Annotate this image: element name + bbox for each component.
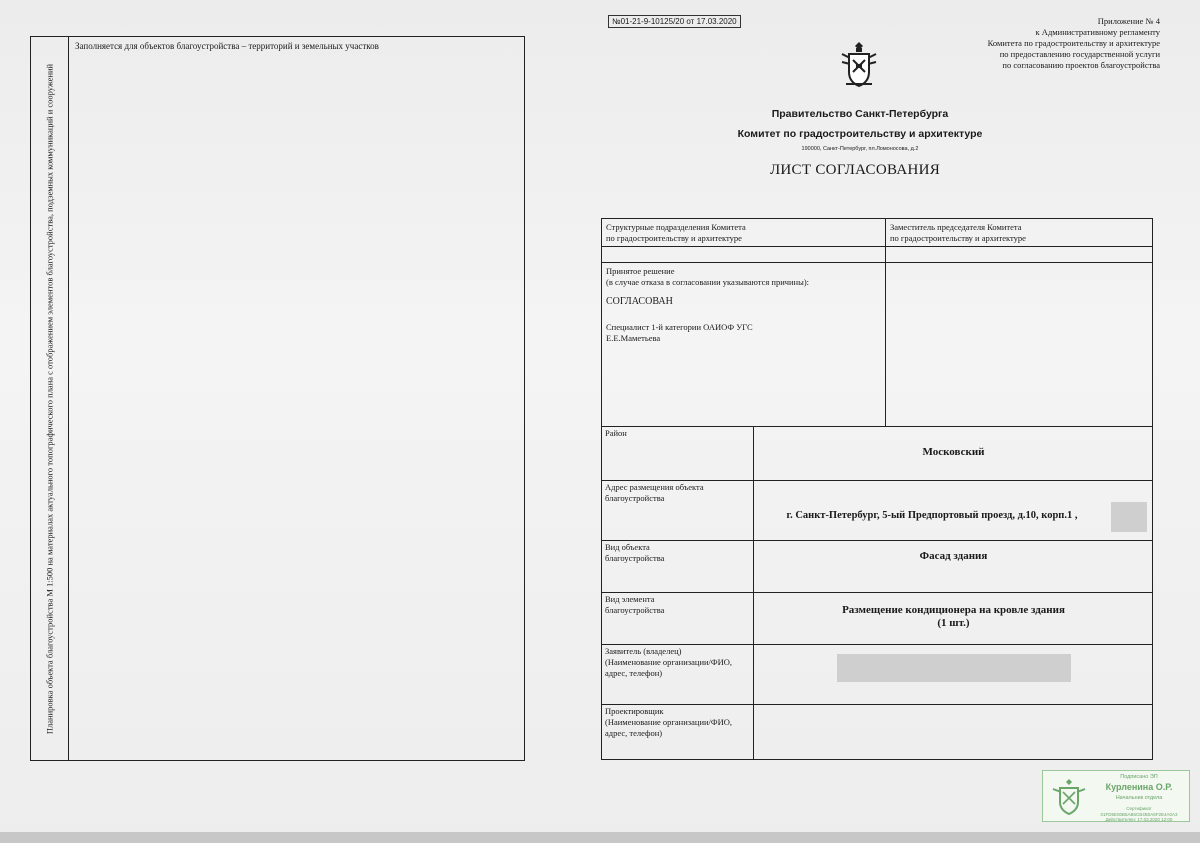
deputy-header — [890, 222, 1026, 244]
table-line — [601, 540, 1153, 541]
row-label-line: (Наименование организации/ФИО, — [605, 657, 733, 667]
left-plan-frame — [30, 36, 525, 761]
row-label-line: (Наименование организации/ФИО, — [605, 717, 733, 727]
row-label-line: Адрес размещения объекта — [605, 482, 704, 492]
row-label-applicant — [605, 646, 732, 679]
table-line — [601, 246, 1153, 247]
stamp-signer-name: Курленина О.Р. — [1105, 782, 1173, 792]
stamp-cert-line: Действителен: 17.03.2020 12:00 — [1105, 817, 1173, 822]
government-title: Правительство Санкт-Петербурга — [771, 108, 949, 120]
row-value-district: Московский — [922, 446, 985, 458]
redaction-block — [837, 654, 1071, 682]
appendix-line: по предоставлению государственной услуги — [999, 49, 1160, 59]
stamp-certificate — [1093, 806, 1185, 823]
appendix-line: Приложение № 4 — [1097, 16, 1160, 26]
row-label-line: Заявитель (владелец) — [605, 646, 682, 656]
row-label-address — [605, 482, 704, 504]
specialist-signature — [606, 322, 753, 344]
table-border-top — [601, 218, 1153, 219]
appendix-note — [960, 16, 1160, 71]
header-line: Структурные подразделения Комитета — [606, 222, 746, 232]
e-signature-stamp — [1042, 770, 1190, 822]
table-line — [601, 644, 1153, 645]
header-line: по градостроительству и архитектуре — [890, 233, 1026, 243]
stamp-cert-line: Сертификат 01FD5E00B5AB5CB4B0A6F2E4A0A3 — [1100, 806, 1178, 817]
table-border-left — [601, 218, 602, 760]
committee-title: Комитет по градостроительству и архитектуре — [737, 128, 983, 140]
left-panel-header: Заполняется для объектов благоустройства – территорий и земельных участков — [75, 41, 379, 51]
row-label-line: адрес, телефон) — [605, 728, 663, 738]
row-label-object-type — [605, 542, 664, 564]
stamp-signer-role: Начальник отдела — [1115, 795, 1163, 801]
left-divider — [68, 37, 69, 760]
table-border-bottom — [601, 759, 1153, 760]
specialist-line: Е.Е.Маметьева — [606, 333, 661, 343]
appendix-line: Комитета по градостроительству и архитектуре — [987, 38, 1160, 48]
row-label-element-type — [605, 594, 664, 616]
row-label-line: Район — [605, 428, 627, 438]
row-value-address: г. Санкт-Петербург, 5-ый Предпортовый проезд, д.10, корп.1 , — [786, 510, 1078, 521]
row-label-line: Вид элемента — [605, 594, 655, 604]
value-line: (1 шт.) — [937, 617, 970, 629]
decision-label: (в случае отказа в согласовании указываются причины): — [606, 277, 810, 287]
table-line — [601, 426, 1153, 427]
decision-label: Принятое решение — [606, 266, 675, 276]
row-value-element-type — [755, 604, 1152, 630]
header-line: по градостроительству и архитектуре — [606, 233, 742, 243]
document-number: №01-21-9-10125/20 от 17.03.2020 — [608, 15, 741, 28]
row-label-designer — [605, 706, 732, 739]
sheet-title: ЛИСТ СОГЛАСОВАНИЯ — [769, 162, 941, 178]
redaction-block — [1111, 502, 1147, 532]
row-label-line: Вид объекта — [605, 542, 650, 552]
table-border-right — [1152, 218, 1153, 760]
decision-value: СОГЛАСОВАН — [606, 296, 673, 307]
row-label-line: Проектировщик — [605, 706, 664, 716]
row-value-object-type: Фасад здания — [919, 550, 988, 562]
row-label-line: адрес, телефон) — [605, 668, 663, 678]
departments-header — [606, 222, 746, 244]
value-line: Размещение кондиционера на кровле здания — [842, 604, 1065, 616]
left-vertical-caption — [33, 37, 67, 760]
vertical-caption-text: Планировка объекта благоустройства М 1:500 на материалах актуального топографического плана с отображением элементов благоустройства, подземных коммуникаций и сооружений — [44, 63, 55, 734]
approval-table — [601, 218, 1153, 760]
scanner-edge — [0, 832, 1200, 843]
row-label-line: благоустройства — [605, 605, 665, 615]
appendix-line: к Административному регламенту — [1035, 27, 1160, 37]
stamp-emblem-icon — [1049, 777, 1089, 817]
stamp-header: Подписано ЭП — [1120, 774, 1158, 780]
committee-address: 190000, Санкт-Петербург, пл.Ломоносова, д.2 — [801, 146, 919, 152]
decision-cell — [606, 266, 809, 288]
row-label-district — [605, 428, 627, 439]
row-label-line: благоустройства — [605, 493, 665, 503]
specialist-line: Специалист 1-й категории ОАИОФ УГС — [606, 322, 753, 332]
row-label-line: благоустройства — [605, 553, 665, 563]
table-line — [601, 480, 1153, 481]
coat-of-arms-icon — [836, 40, 882, 90]
table-line — [753, 426, 754, 760]
appendix-line: по согласованию проектов благоустройства — [1002, 60, 1160, 70]
table-line — [601, 262, 1153, 263]
table-line — [885, 218, 886, 426]
header-line: Заместитель председателя Комитета — [890, 222, 1022, 232]
table-line — [601, 704, 1153, 705]
table-line — [601, 592, 1153, 593]
